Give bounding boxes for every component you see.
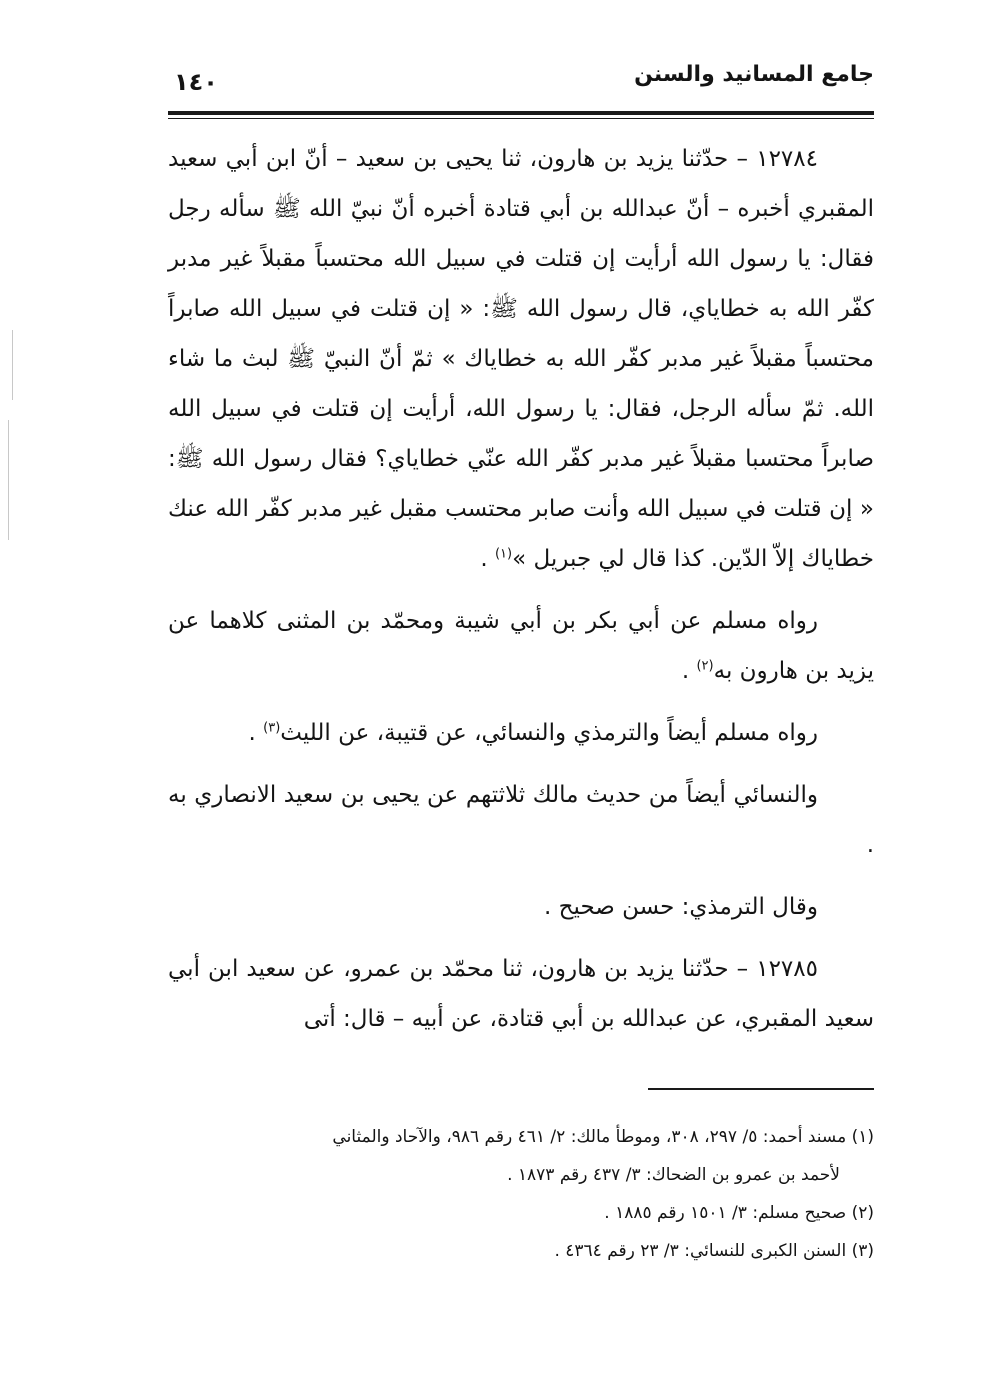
commentary-paragraph: والنسائي أيضاً من حديث مالك ثلاثتهم عن يحيى بن سعيد الانصاري به .: [168, 782, 874, 858]
commentary-text: رواه مسلم عن أبي بكر بن أبي شيبة ومحمّد بن المثنى كلاهما عن يزيد بن هارون به: [168, 608, 874, 684]
footnotes: [168, 1118, 874, 1270]
main-text: [168, 134, 874, 1056]
running-title: جامع المسانيد والسنن: [634, 62, 874, 87]
scan-artifact: [8, 420, 9, 540]
period: .: [681, 658, 697, 684]
footnote-ref: (٢): [696, 658, 714, 674]
scan-artifact: [12, 330, 13, 400]
header-rule: [168, 111, 874, 115]
footnote-separator: [648, 1088, 874, 1090]
page-header: [168, 62, 874, 106]
period: .: [248, 720, 264, 746]
footnote: (٣) السنن الكبرى للنسائي: ٣/ ٢٣ رقم ٤٣٦٤ .: [554, 1241, 874, 1261]
hadith-paragraph: [168, 134, 874, 584]
period: .: [480, 546, 495, 572]
page-number: ١٤٠: [174, 68, 218, 96]
hadith-text: ١٢٧٨٤ – حدّثنا يزيد بن هارون، ثنا يحيى بن سعيد – أنّ ابن أبي سعيد المقبري أخبره – أنّ عبدالله بن أبي قتادة أخبره أنّ نبيّ الله ﷺ سأله رجل فقال: يا رسول الله أرأيت إن قتلت في سبيل الله محتسباً مقبلاً غير مدبر كفّر الله به خطاياي، قال رسول الله ﷺ: « إن قتلت في سبيل الله صابراً محتسباً مقبلاً غير مدبر كفّر الله به خطاياك » ثمّ أنّ النبيّ ﷺ لبث ما شاء الله. ثمّ سأله الرجل، فقال: يا رسول الله، أرأيت إن قتلت في سبيل الله صابراً محتسبا مقبلاً غير مدبر كفّر الله عنّي خطاياي؟ فقال رسول الله ﷺ: « إن قتلت في سبيل الله وأنت صابر محتسب مقبل غير مدبر كفّر الله عنك خطاياك إلاّ الدّين. كذا قال لي جبريل »: [168, 146, 874, 572]
hadith-paragraph: ١٢٧٨٥ – حدّثنا يزيد بن هارون، ثنا محمّد بن عمرو، عن سعيد ابن أبي سعيد المقبري، عن عبدالله بن أبي قتادة، عن أبيه – قال: أتى: [168, 956, 874, 1032]
footnote-continuation: لأحمد بن عمرو بن الضحاك: ٣/ ٤٣٧ رقم ١٨٧٣ .: [507, 1165, 840, 1185]
commentary-paragraph: [168, 708, 874, 758]
footnote-ref: (٣): [263, 720, 281, 736]
footnote: (١) مسند أحمد: ٥/ ٢٩٧، ٣٠٨، وموطأ مالك: ٢/ ٤٦١ رقم ٩٨٦، والآحاد والمثاني: [332, 1127, 874, 1147]
commentary-text: رواه مسلم أيضاً والترمذي والنسائي، عن قتيبة، عن الليث: [280, 720, 818, 746]
commentary-paragraph: [168, 596, 874, 696]
footnote: (٢) صحيح مسلم: ٣/ ١٥٠١ رقم ١٨٨٥ .: [604, 1203, 874, 1223]
header-rule-thin: [168, 118, 874, 119]
footnote-ref: (١): [494, 546, 513, 562]
commentary-paragraph: وقال الترمذي: حسن صحيح .: [544, 894, 818, 920]
